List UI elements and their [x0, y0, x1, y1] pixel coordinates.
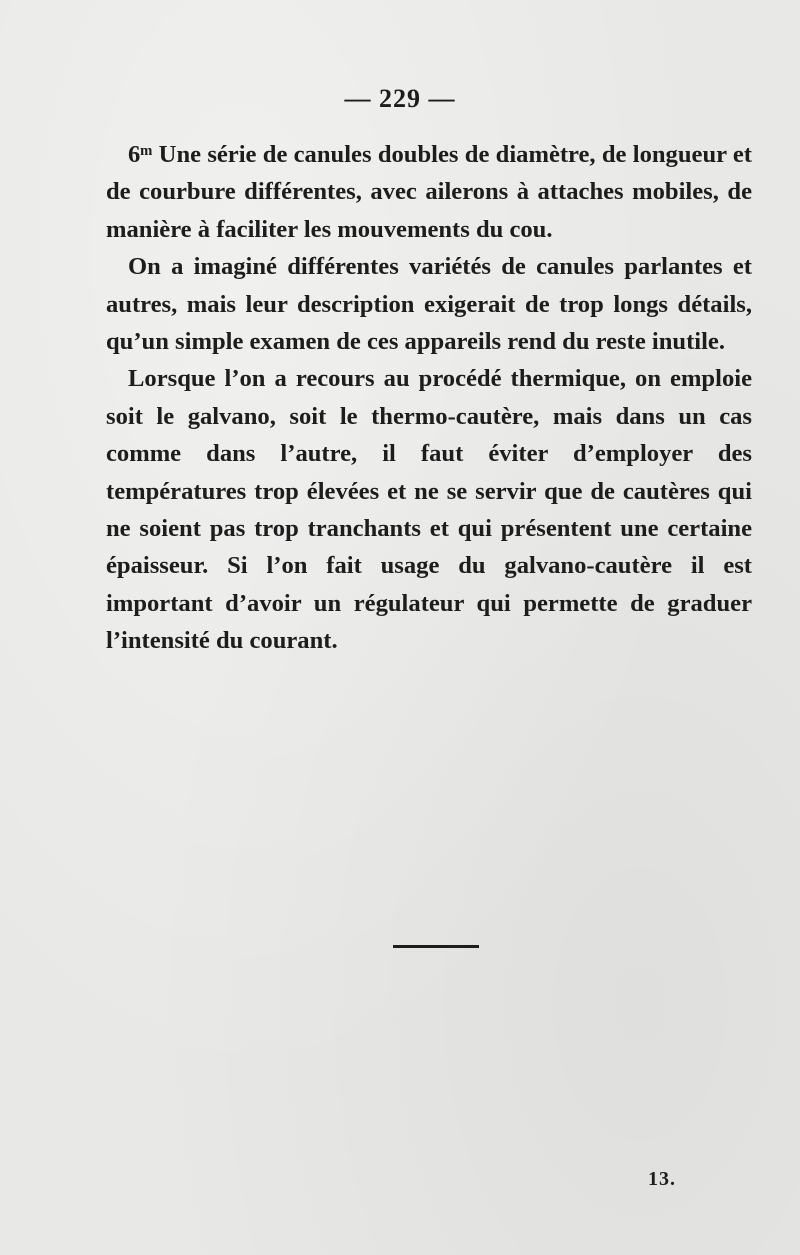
printer-signature-mark: 13.: [648, 1168, 676, 1190]
body-text: [106, 136, 752, 660]
page-number: — 229 —: [344, 84, 456, 113]
section-end-rule: [393, 945, 479, 948]
paragraph-canules-varieties: On a imaginé différentes variétés de canules parlantes et autres, mais leur description exigerait de trop longs détails, qu’un simple examen de ces appareils rend du reste inutile.: [106, 253, 752, 356]
paragraph-canules-list-item: 6ᵐ Une série de canules doubles de diamètre, de longueur et de courbure différentes, avec ailerons à attaches mobiles, de manière à faciliter les mouvements du cou.: [106, 141, 752, 243]
paragraph-thermal-procedure: Lorsque l’on a recours au procédé thermique, on emploie soit le galvano, soit le thermo-cautère, mais dans un cas comme dans l’autre, il faut éviter d’employer des températures trop élevées et ne se servir que de cautères qui ne soient pas trop tranchants et qui présentent une certaine épaisseur. Si l’on fait usage du galvano-cautère il est important d’avoir un régulateur qui permette de graduer l’intensité du courant.: [106, 365, 752, 655]
